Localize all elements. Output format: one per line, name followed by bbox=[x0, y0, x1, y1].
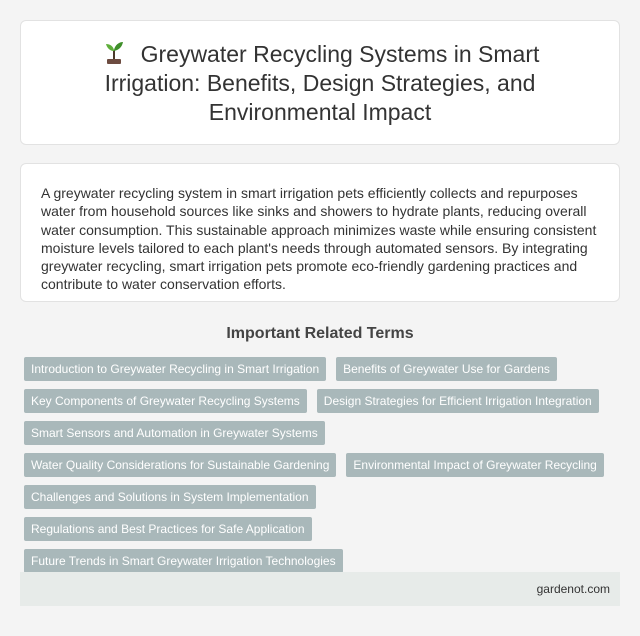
related-term-tag[interactable]: Challenges and Solutions in System Implementation bbox=[24, 485, 316, 509]
related-term-tag[interactable]: Regulations and Best Practices for Safe Application bbox=[24, 517, 312, 541]
related-term-tag[interactable]: Introduction to Greywater Recycling in Smart Irrigation bbox=[24, 357, 326, 381]
related-terms-list bbox=[20, 357, 620, 581]
footer bbox=[20, 572, 620, 606]
description-card bbox=[20, 163, 620, 302]
title-card bbox=[20, 20, 620, 145]
related-term-tag[interactable]: Design Strategies for Efficient Irrigation Integration bbox=[317, 389, 599, 413]
related-term-tag[interactable]: Future Trends in Smart Greywater Irrigation Technologies bbox=[24, 549, 343, 573]
page-title bbox=[61, 39, 579, 127]
related-term-tag[interactable]: Benefits of Greywater Use for Gardens bbox=[336, 357, 557, 381]
related-term-tag[interactable]: Environmental Impact of Greywater Recycling bbox=[346, 453, 603, 477]
footer-site-link[interactable]: gardenot.com bbox=[536, 582, 610, 596]
related-term-tag[interactable]: Key Components of Greywater Recycling Systems bbox=[24, 389, 307, 413]
related-term-tag[interactable]: Smart Sensors and Automation in Greywater Systems bbox=[24, 421, 325, 445]
page-title-text: Greywater Recycling Systems in Smart Irrigation: Benefits, Design Strategies, and Environmental Impact bbox=[104, 40, 540, 125]
description-text: A greywater recycling system in smart irrigation pets efficiently collects and repurposes water from household sources like sinks and showers to hydrate plants, reducing overall water consumption. This sustainable approach minimizes waste while ensuring consistent moisture levels tailored to each plant's needs through automated sensors. By integrating greywater recycling, smart irrigation pets promote eco-friendly gardening practices and contribute to water conservation efforts. bbox=[41, 185, 597, 293]
related-term-tag[interactable]: Water Quality Considerations for Sustainable Gardening bbox=[24, 453, 336, 477]
related-terms-heading: Important Related Terms bbox=[226, 325, 414, 342]
sprout-icon bbox=[101, 39, 127, 65]
